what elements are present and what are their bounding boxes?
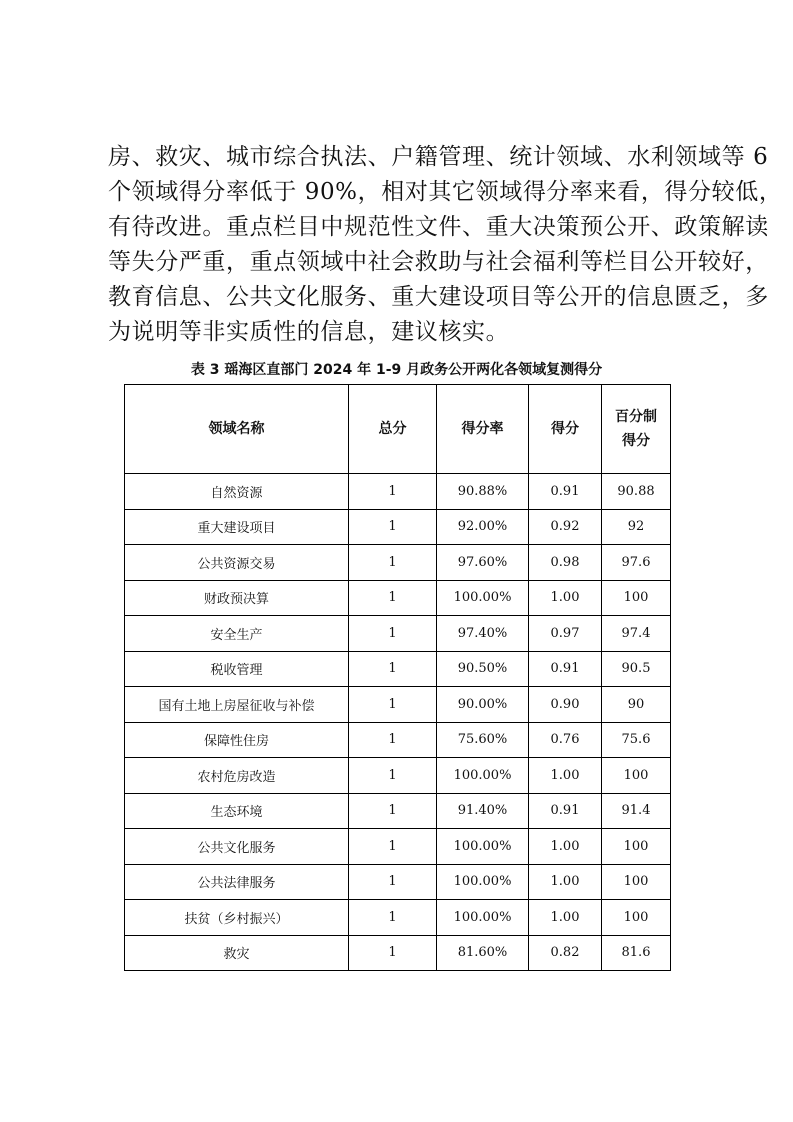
paragraph-line: 等失分严重，重点领域中社会救助与社会福利等栏目公开较好， (108, 249, 769, 275)
paragraph-line: 房、救灾、城市综合执法、户籍管理、统计领域、水利领域等 6 (108, 144, 769, 170)
table-row (125, 900, 671, 936)
table-row (125, 793, 671, 829)
cell-pct: 90.5 (602, 651, 671, 687)
cell-score: 1.00 (529, 829, 602, 865)
cell-total: 1 (349, 474, 437, 510)
table-body (125, 474, 671, 971)
cell-pct: 91.4 (602, 793, 671, 829)
cell-name: 扶贫（乡村振兴） (125, 900, 349, 936)
table-row (125, 545, 671, 581)
cell-score: 0.91 (529, 474, 602, 510)
cell-name: 自然资源 (125, 474, 349, 510)
header-total: 总分 (349, 385, 437, 474)
cell-total: 1 (349, 509, 437, 545)
header-percent-line2: 得分 (622, 433, 650, 449)
cell-total: 1 (349, 687, 437, 723)
cell-total: 1 (349, 616, 437, 652)
cell-name: 保障性住房 (125, 722, 349, 758)
cell-score: 0.90 (529, 687, 602, 723)
cell-rate: 97.40% (437, 616, 529, 652)
table-row (125, 616, 671, 652)
cell-score: 1.00 (529, 580, 602, 616)
cell-name: 救灾 (125, 935, 349, 971)
cell-score: 0.91 (529, 793, 602, 829)
cell-name: 安全生产 (125, 616, 349, 652)
cell-total: 1 (349, 580, 437, 616)
paragraph-line: 教育信息、公共文化服务、重大建设项目等公开的信息匮乏，多 (108, 284, 769, 310)
cell-name: 公共文化服务 (125, 829, 349, 865)
cell-pct: 90.88 (602, 474, 671, 510)
table-row (125, 935, 671, 971)
cell-rate: 97.60% (437, 545, 529, 581)
cell-rate: 90.88% (437, 474, 529, 510)
cell-total: 1 (349, 900, 437, 936)
paragraph-line: 个领域得分率低于 90%，相对其它领域得分率来看，得分较低， (108, 179, 783, 205)
cell-score: 0.92 (529, 509, 602, 545)
header-percent-line1: 百分制 (615, 409, 657, 425)
body-paragraph (108, 140, 783, 350)
cell-score: 1.00 (529, 758, 602, 794)
table-caption: 表 3 瑶海区直部门 2024 年 1-9 月政务公开两化各领域复测得分 (190, 362, 603, 378)
table-row (125, 509, 671, 545)
header-rate: 得分率 (437, 385, 529, 474)
cell-pct: 81.6 (602, 935, 671, 971)
paragraph-line: 有待改进。重点栏目中规范性文件、重大决策预公开、政策解读 (108, 214, 769, 240)
cell-pct: 100 (602, 864, 671, 900)
cell-rate: 100.00% (437, 864, 529, 900)
cell-rate: 100.00% (437, 758, 529, 794)
table-row (125, 687, 671, 723)
cell-name: 生态环境 (125, 793, 349, 829)
cell-pct: 100 (602, 758, 671, 794)
table-header-row (125, 385, 671, 474)
table-row (125, 722, 671, 758)
table-row (125, 651, 671, 687)
cell-pct: 90 (602, 687, 671, 723)
cell-pct: 92 (602, 509, 671, 545)
header-score: 得分 (529, 385, 602, 474)
cell-score: 0.76 (529, 722, 602, 758)
cell-pct: 97.4 (602, 616, 671, 652)
table-row (125, 864, 671, 900)
cell-pct: 100 (602, 580, 671, 616)
cell-rate: 90.00% (437, 687, 529, 723)
cell-total: 1 (349, 651, 437, 687)
table-row (125, 829, 671, 865)
table-row (125, 580, 671, 616)
cell-name: 财政预决算 (125, 580, 349, 616)
cell-total: 1 (349, 758, 437, 794)
cell-score: 1.00 (529, 900, 602, 936)
table-row (125, 474, 671, 510)
cell-total: 1 (349, 722, 437, 758)
cell-rate: 100.00% (437, 900, 529, 936)
table-row (125, 758, 671, 794)
cell-total: 1 (349, 864, 437, 900)
cell-name: 国有土地上房屋征收与补偿 (125, 687, 349, 723)
cell-total: 1 (349, 545, 437, 581)
cell-rate: 81.60% (437, 935, 529, 971)
cell-score: 0.82 (529, 935, 602, 971)
cell-pct: 100 (602, 829, 671, 865)
cell-name: 农村危房改造 (125, 758, 349, 794)
header-name: 领域名称 (125, 385, 349, 474)
cell-name: 重大建设项目 (125, 509, 349, 545)
cell-total: 1 (349, 935, 437, 971)
cell-name: 税收管理 (125, 651, 349, 687)
cell-pct: 75.6 (602, 722, 671, 758)
paragraph-line: 为说明等非实质性的信息，建议核实。 (108, 319, 510, 345)
cell-total: 1 (349, 829, 437, 865)
cell-rate: 75.60% (437, 722, 529, 758)
cell-total: 1 (349, 793, 437, 829)
cell-pct: 97.6 (602, 545, 671, 581)
cell-pct: 100 (602, 900, 671, 936)
cell-rate: 91.40% (437, 793, 529, 829)
scores-table (124, 384, 671, 971)
cell-name: 公共资源交易 (125, 545, 349, 581)
cell-rate: 90.50% (437, 651, 529, 687)
cell-rate: 92.00% (437, 509, 529, 545)
cell-score: 0.98 (529, 545, 602, 581)
cell-rate: 100.00% (437, 580, 529, 616)
cell-score: 0.97 (529, 616, 602, 652)
cell-score: 1.00 (529, 864, 602, 900)
cell-score: 0.91 (529, 651, 602, 687)
cell-name: 公共法律服务 (125, 864, 349, 900)
cell-rate: 100.00% (437, 829, 529, 865)
header-percent-score (602, 385, 671, 474)
